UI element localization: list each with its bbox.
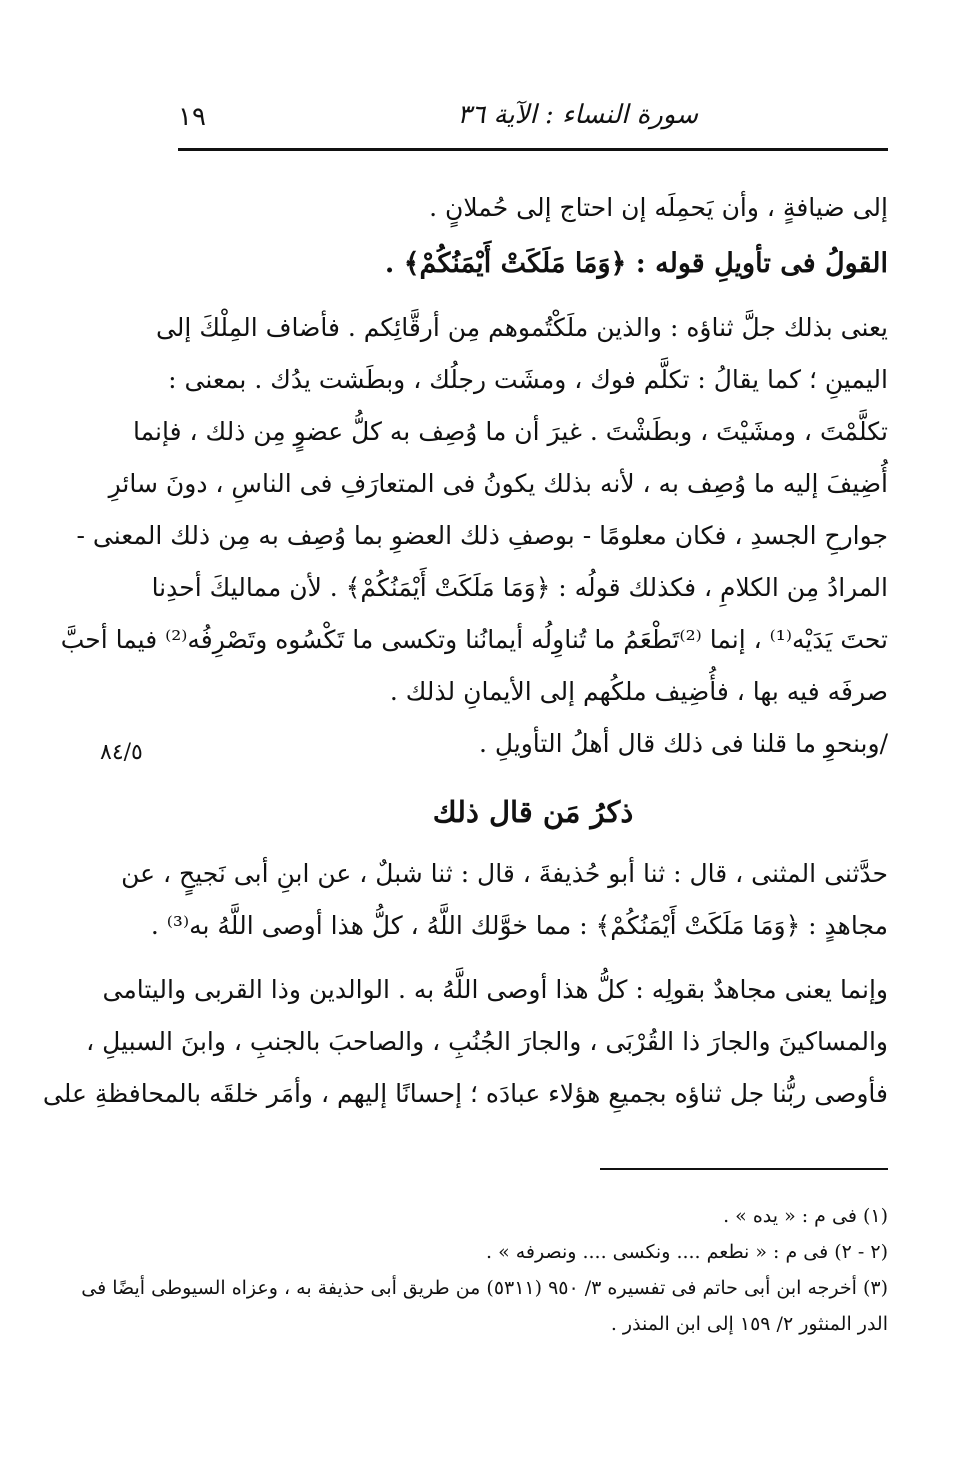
running-head: سورة النساء : الآية ٣٦: [457, 100, 698, 130]
text-line: والمساكينَ والجارَ ذا القُرْبَى ، والجارَ الجُنُبِ ، والصاحبَ بالجنبِ ، وابنَ السبيلِ ،: [86, 1027, 888, 1056]
footnotes: [81, 1198, 888, 1342]
text-line: فأوصى ربُّنا جل ثناؤه بجميعِ هؤلاء عبادَه ؛ إحسانًا إليهم ، وأمَر خلقَه بالمحافظةِ على: [42, 1079, 888, 1108]
text-line: /وبنحوِ ما قلنا فى ذلك قال أهلُ التأويلِ .: [478, 729, 888, 758]
footnote: (٢ - ٢) فى م : « نطعم .... ونكسى .... ونصرفه » .: [485, 1241, 888, 1263]
page-header: [178, 100, 888, 140]
text-line: مجاهدٍ : ﴿وَمَا مَلَكَتْ أَيْمَنُكُمْ﴾ : مما خوَّلك اللَّهُ ، كلُّ هذا أوصى اللَّهُ به⁽³⁾ .: [150, 911, 888, 940]
text-line: اليمينِ ؛ كما يقالُ : تكلَّم فوك ، ومشَت رجلُك ، وبطَشت يدُك . بمعنى :: [168, 365, 888, 394]
margin-note: ٨٤/٥: [100, 740, 143, 765]
text-line: حدَّثنى المثنى ، قال : ثنا أبو حُذيفةَ ، قال : ثنا شبلٌ ، عن ابنِ أبى نَجيحٍ ، عن: [121, 859, 888, 888]
text-line: تحتَ يَدَيْه⁽¹⁾ ، إنما ⁽²⁾تَطْعَمُ ما تُناوِلُه أيمانُنا وتكسى ما تَكْسُوه وتَصْرِفُه⁽²⁾ فيما أحبَّ: [60, 625, 888, 654]
text-line: إلى ضيافةٍ ، وأن يَحمِلَه إن احتاج إلى حُملانٍ .: [429, 193, 888, 222]
section-heading: ذكرُ مَن قال ذلك: [432, 795, 634, 829]
text-line: صرفَه فيه بها ، فأُضِيف ملكُهم إلى الأيمانِ لذلك .: [389, 677, 888, 706]
text-line: أُضِيفَ إليه ما وُصِف به ، لأنه بذلك يكونُ فى المتعارَفِ فى الناسِ ، دونَ سائرِ: [108, 469, 888, 498]
text-line: تكلَّمْتَ ، ومشَيْتَ ، وبطَشْتَ . غيرَ أن ما وُصِف به كلُّ عضوٍ مِن ذلك ، فإنما: [132, 417, 888, 446]
page-number: ١٩: [178, 102, 206, 132]
footnote: (١) فى م : « يده » .: [723, 1205, 888, 1227]
footnote: (٣) أخرجه ابن أبى حاتم فى تفسيره ٣/ ٩٥٠ (٥٣١١) من طريق أبى حذيفة به ، وعزاه السيوطى أيضًا فى: [81, 1277, 888, 1299]
text-line: المرادُ مِن الكلامِ ، فكذلك قولُه : ﴿وَمَا مَلَكَتْ أَيْمَنُكُمْ﴾ . لأن مماليكَ أحدِنا: [151, 573, 888, 602]
footnote-rule: [600, 1168, 888, 1170]
footnote: الدر المنثور ٢/ ١٥٩ إلى ابن المنذر .: [610, 1313, 888, 1335]
text-line: جوارحِ الجسدِ ، فكان معلومًا - بوصفِ ذلك العضوِ بما وُصِف به مِن ذلك المعنى -: [76, 521, 888, 550]
text-line: يعنى بذلك جلَّ ثناؤه : والذين ملَكْتُموهم مِن أرقَّائِكم . فأضاف المِلْكَ إلى: [155, 313, 888, 342]
text-line: وإنما يعنى مجاهدٌ بقولِه : كلُّ هذا أوصى اللَّهُ به . الوالدين وذا القربى واليتامى: [102, 975, 888, 1004]
section-heading-inline: القولُ فى تأويلِ قوله : ﴿وَمَا مَلَكَتْ أَيْمَنُكُمْ﴾ .: [384, 248, 888, 279]
header-rule: [178, 148, 888, 151]
